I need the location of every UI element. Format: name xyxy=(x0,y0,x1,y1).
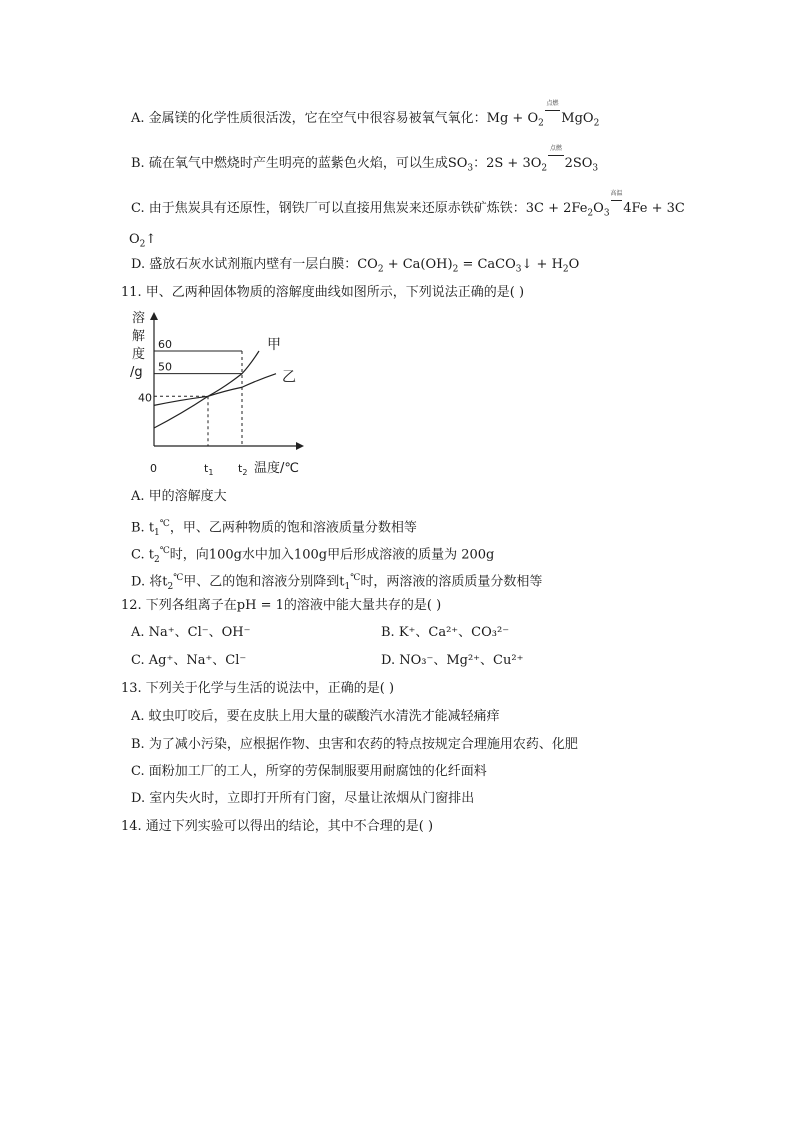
sub: 2 xyxy=(139,239,146,250)
q13-option-c: C. 面粉加工厂的工人，所穿的劳保制服要用耐腐蚀的化纤面料 xyxy=(131,764,487,779)
series-curve-yi xyxy=(154,374,276,406)
q11-b-pre: B. t xyxy=(131,520,155,536)
q10-a-tail: MgO xyxy=(561,111,594,126)
q11-c-post: 时，向100g水中加入100g甲后形成溶液的质量为 200g xyxy=(169,547,495,563)
x-tick-label: $t_1$ xyxy=(204,462,214,477)
y-axis-arrow xyxy=(150,312,158,320)
condition-mark: 高温 xyxy=(610,190,623,197)
q14-stem: 14. 通过下列实验可以得出的结论，其中不合理的是( ) xyxy=(121,819,434,834)
x-axis-label: 温度/℃ xyxy=(254,461,299,476)
q11-option-c xyxy=(131,542,494,569)
y-tick-label: 40 xyxy=(138,391,152,405)
q12-option-d: D. NO₃⁻、Mg²⁺、Cu²⁺ xyxy=(381,653,524,668)
reaction-condition xyxy=(610,190,623,215)
q10-d-mid: + Ca(OH) xyxy=(383,257,453,272)
q12-stem: 12. 下列各组离子在pH = 1的溶液中能大量共存的是( ) xyxy=(121,598,442,613)
y-tick-label: 50 xyxy=(158,360,172,374)
x-tick-label: $t_2$ xyxy=(238,462,248,477)
sub: 3 xyxy=(603,208,610,219)
degree-sign: ℃ xyxy=(159,546,170,556)
q13-option-b: B. 为了减小污染，应根据作物、虫害和农药的特点按规定合理施用农药、化肥 xyxy=(131,737,578,752)
q10-d-mid2: = CaCO xyxy=(458,257,516,272)
reaction-condition xyxy=(548,145,563,170)
degree-sign: ℃ xyxy=(350,573,361,583)
condition-mark: 点燃 xyxy=(546,100,559,107)
q10-b-text: B. 硫在氧气中燃烧时产生明亮的蓝紫色火焰，可以生成SO xyxy=(131,156,468,171)
degree-sign: ℃ xyxy=(173,573,184,583)
y-axis-label-char: /g xyxy=(130,365,143,380)
q11-option-b xyxy=(131,515,417,542)
sub: 1 xyxy=(344,581,351,592)
x-axis-arrow xyxy=(296,442,304,450)
q10-c-mid: O xyxy=(593,201,604,216)
q10-option-c xyxy=(131,190,685,223)
sub: 2 xyxy=(377,264,384,275)
q10-option-d xyxy=(131,256,579,279)
sub: 1 xyxy=(154,527,160,538)
q10-c-tail: 4Fe + 3C xyxy=(623,201,685,216)
q11-b-post: ，甲、乙两种物质的饱和溶液质量分数相等 xyxy=(169,520,417,536)
y-tick-label: 60 xyxy=(158,338,172,351)
solubility-chart xyxy=(128,308,310,480)
q10-b-eq: ：2S + 3O xyxy=(473,156,542,171)
q12-option-b: B. K⁺、Ca²⁺、CO₃²⁻ xyxy=(381,625,510,640)
sub: 3 xyxy=(467,163,474,174)
q13-option-d: D. 室内失火时，立即打开所有门窗，尽量让浓烟从门窗排出 xyxy=(131,791,475,806)
sub: 2 xyxy=(452,264,459,275)
q13-option-a: A. 蚊虫叮咬后，要在皮肤上用大量的碳酸汽水清洗才能减轻痛痒 xyxy=(131,709,500,724)
q12-option-c: C. Ag⁺、Na⁺、Cl⁻ xyxy=(131,653,247,668)
reaction-condition xyxy=(545,100,560,125)
q10-b-tail: 2SO xyxy=(564,156,593,171)
q10-a-text: A. 金属镁的化学性质很活泼，它在空气中很容易被氧气氧化：Mg + O xyxy=(131,111,539,126)
q10-c-text: C. 由于焦炭具有还原性，钢铁厂可以直接用焦炭来还原赤铁矿炼铁：3C + 2Fe xyxy=(131,201,588,216)
q10-option-b xyxy=(131,145,599,178)
q11-option-a: A. 甲的溶解度大 xyxy=(131,489,227,504)
q10-d-text: D. 盛放石灰水试剂瓶内壁有一层白膜：CO xyxy=(131,257,378,272)
x-tick-label: 0 xyxy=(150,462,157,475)
q10-option-a xyxy=(131,100,600,133)
q10-option-c-wrap xyxy=(129,231,156,254)
q11-d-post: 时，两溶液的溶质质量分数相等 xyxy=(360,574,543,590)
sub: 2 xyxy=(538,118,544,129)
series-label: 乙 xyxy=(282,369,296,386)
condition-mark: 点燃 xyxy=(549,145,562,152)
q12-option-a: A. Na⁺、Cl⁻、OH⁻ xyxy=(131,625,251,640)
sub: 3 xyxy=(515,264,522,275)
sub: 3 xyxy=(592,163,599,174)
sub: 2 xyxy=(593,118,600,129)
q11-stem: 11. 甲、乙两种固体物质的溶解度曲线如图所示，下列说法正确的是( ) xyxy=(121,285,525,300)
sub: 2 xyxy=(153,554,160,565)
q10-d-end: O xyxy=(568,257,580,272)
q10-c-wrap: O xyxy=(129,232,140,247)
y-axis-label-char: 度 xyxy=(132,347,146,362)
y-axis-label-char: 解 xyxy=(132,329,146,344)
q10-d-tail: ↓ + H xyxy=(521,257,563,272)
q11-c-pre: C. t xyxy=(131,547,154,563)
sub: 2 xyxy=(167,581,174,592)
degree-sign: ℃ xyxy=(159,519,170,529)
sub: 2 xyxy=(562,264,569,275)
sub: 2 xyxy=(587,208,594,219)
up-arrow: ↑ xyxy=(145,232,157,247)
q11-d-mid: 甲、乙的饱和溶液分别降到t xyxy=(183,574,345,590)
q13-stem: 13. 下列关于化学与生活的说法中，正确的是( ) xyxy=(121,681,395,696)
sub: 2 xyxy=(541,163,548,174)
q11-d-pre: D. 将t xyxy=(131,574,168,590)
series-label: 甲 xyxy=(267,337,281,353)
q11-option-d xyxy=(131,569,542,596)
y-axis-label-char: 溶 xyxy=(132,311,146,326)
